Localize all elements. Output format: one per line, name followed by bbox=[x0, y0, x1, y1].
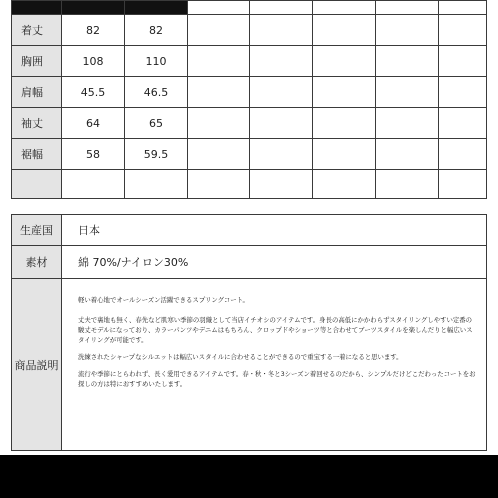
origin-value: 日本 bbox=[62, 215, 487, 246]
empty-cell bbox=[250, 46, 313, 77]
empty-cell bbox=[188, 77, 250, 108]
empty-cell bbox=[250, 77, 313, 108]
size-label: 着丈 bbox=[12, 15, 62, 46]
material-value: 綿 70%/ナイロン30% bbox=[62, 246, 487, 279]
description-row bbox=[12, 279, 487, 451]
size-row-chest bbox=[12, 46, 487, 77]
origin-label: 生産国 bbox=[12, 215, 62, 246]
size-cell: 46.5 bbox=[125, 77, 188, 108]
size-cell: 82 bbox=[62, 15, 125, 46]
empty-cell bbox=[250, 108, 313, 139]
description-paragraph: 流行や季節にとらわれず、長く愛用できるアイテムです。春・秋・冬と3シーズン着回せるのだから、シンプルだけどこだわったコートをお探しの方は特におすすめいたします。 bbox=[78, 370, 476, 388]
size-cell: 59.5 bbox=[125, 139, 188, 170]
empty-cell bbox=[439, 108, 487, 139]
size-cell: 108 bbox=[62, 46, 125, 77]
size-header-1 bbox=[62, 1, 125, 15]
size-header-empty bbox=[188, 1, 250, 15]
material-label: 素材 bbox=[12, 246, 62, 279]
product-info-table bbox=[11, 214, 487, 451]
size-row-blank bbox=[12, 170, 487, 199]
description-body bbox=[62, 279, 487, 451]
empty-cell bbox=[376, 108, 439, 139]
size-label: 袖丈 bbox=[12, 108, 62, 139]
empty-cell bbox=[125, 170, 188, 199]
empty-cell bbox=[376, 170, 439, 199]
bottom-bar bbox=[0, 455, 498, 498]
empty-cell bbox=[250, 139, 313, 170]
empty-cell bbox=[376, 46, 439, 77]
size-cell: 58 bbox=[62, 139, 125, 170]
size-cell: 64 bbox=[62, 108, 125, 139]
size-table bbox=[11, 0, 487, 199]
empty-cell bbox=[313, 108, 376, 139]
empty-cell bbox=[439, 77, 487, 108]
empty-cell bbox=[250, 15, 313, 46]
empty-cell bbox=[62, 170, 125, 199]
size-cell: 82 bbox=[125, 15, 188, 46]
description-label: 商品説明 bbox=[12, 279, 62, 451]
size-header-row bbox=[12, 1, 487, 15]
description-paragraph: 丈夫で裏地も無く、春先など肌寒い季節の羽織として当店イチオシのアイテムです。身長の高低にかかわらずスタイリングしやすい定番の駿丈モデルになっており、カラーパンツやデニムはもちろん、クロップドやショーツ等と合わせてブーツスタイルを楽しんだりと幅広いスタイリングが可能です。 bbox=[78, 316, 473, 344]
empty-cell bbox=[188, 15, 250, 46]
empty-cell bbox=[376, 15, 439, 46]
size-row-hem bbox=[12, 139, 487, 170]
material-row bbox=[12, 246, 487, 279]
empty-cell bbox=[439, 170, 487, 199]
empty-cell bbox=[188, 139, 250, 170]
size-header-label bbox=[12, 1, 62, 15]
empty-cell bbox=[376, 139, 439, 170]
size-label-empty bbox=[12, 170, 62, 199]
description-paragraph: 洗練されたシャープなシルエットは幅広いスタイルに合わせることができるので重宝する一着になると思います。 bbox=[78, 353, 403, 361]
size-header-2 bbox=[125, 1, 188, 15]
size-row-length bbox=[12, 15, 487, 46]
size-header-empty bbox=[376, 1, 439, 15]
size-row-sleeve bbox=[12, 108, 487, 139]
size-cell: 110 bbox=[125, 46, 188, 77]
empty-cell bbox=[188, 46, 250, 77]
empty-cell bbox=[313, 77, 376, 108]
empty-cell bbox=[188, 170, 250, 199]
size-cell: 65 bbox=[125, 108, 188, 139]
size-header-empty bbox=[439, 1, 487, 15]
size-label: 裾幅 bbox=[12, 139, 62, 170]
size-row-shoulder bbox=[12, 77, 487, 108]
empty-cell bbox=[313, 139, 376, 170]
empty-cell bbox=[313, 15, 376, 46]
empty-cell bbox=[313, 46, 376, 77]
empty-cell bbox=[250, 170, 313, 199]
description-paragraph: 軽い着心地でオールシーズン活躍できるスプリングコート。 bbox=[78, 296, 249, 304]
size-label: 肩幅 bbox=[12, 77, 62, 108]
empty-cell bbox=[188, 108, 250, 139]
empty-cell bbox=[439, 15, 487, 46]
empty-cell bbox=[439, 46, 487, 77]
empty-cell bbox=[313, 170, 376, 199]
origin-row bbox=[12, 215, 487, 246]
size-label: 胸囲 bbox=[12, 46, 62, 77]
empty-cell bbox=[439, 139, 487, 170]
empty-cell bbox=[376, 77, 439, 108]
size-cell: 45.5 bbox=[62, 77, 125, 108]
size-header-empty bbox=[313, 1, 376, 15]
size-header-empty bbox=[250, 1, 313, 15]
